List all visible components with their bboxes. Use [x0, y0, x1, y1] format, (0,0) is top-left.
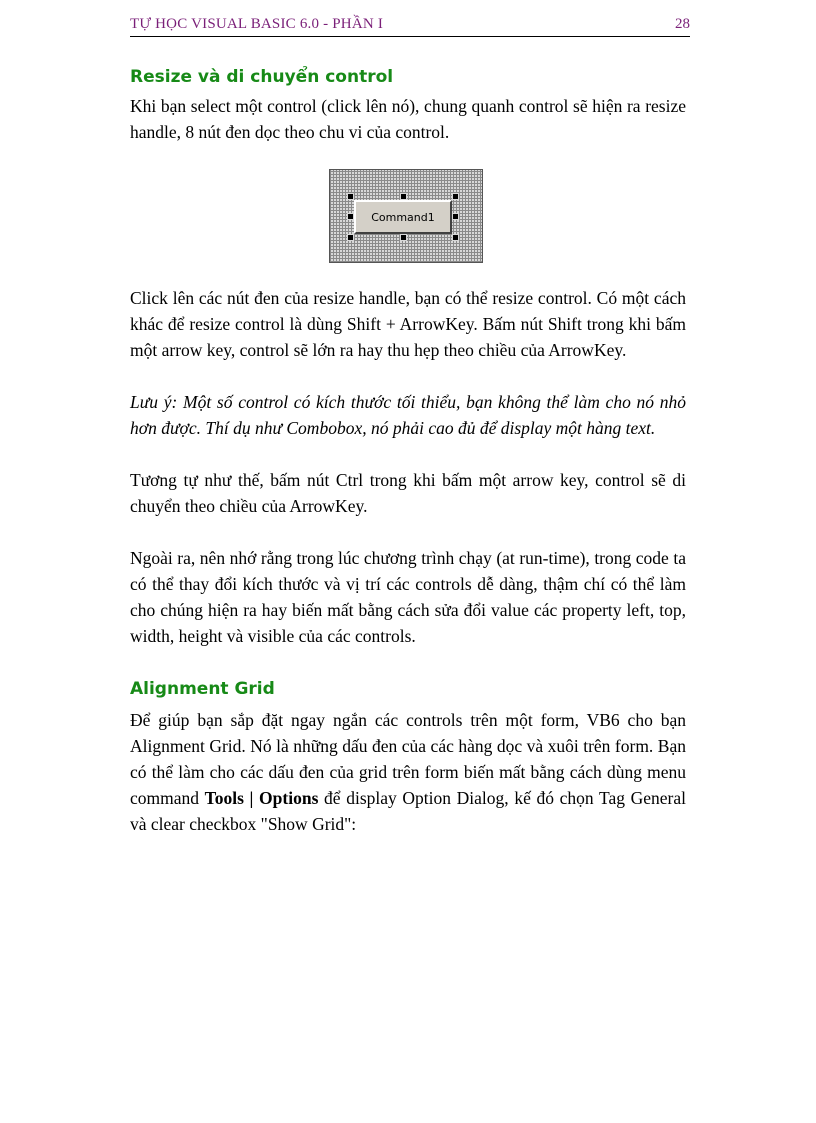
resize-handle-top-right: [453, 194, 458, 199]
alignment-text-after: để display Option Dialog, kế đó chọn Tag General và clear checkbox "Show Grid":: [130, 788, 686, 834]
paragraph-ctrl-move: Tương tự như thế, bấm nút Ctrl trong khi bấm một arrow key, control sẽ di chuyển theo chiều của ArrowKey.: [130, 470, 686, 516]
page-content: [130, 60, 686, 837]
page-number: 28: [675, 16, 690, 32]
resize-handle-middle-right: [453, 214, 458, 219]
header-title: TỰ HỌC VISUAL BASIC 6.0 - PHẦN I: [130, 16, 384, 32]
section-heading-resize: Resize và di chuyển control: [130, 67, 394, 87]
paragraph-resize-intro: Khi bạn select một control (click lên nó), chung quanh control sẽ hiện ra resize handle, 8 nút đen dọc theo chu vi của control.: [130, 96, 686, 142]
resize-handle-bottom-left: [348, 235, 353, 240]
menu-command-tools-options: Tools | Options: [204, 788, 319, 808]
paragraph-resize-shift: Click lên các nút đen của resize handle, bạn có thể resize control. Có một cách khác để resize control là dùng Shift + ArrowKey. Bấm nút Shift trong khi bấm một arrow key, control sẽ lớn ra hay thu hẹp theo chiều của ArrowKey.: [130, 288, 686, 360]
paragraph-runtime: Ngoài ra, nên nhớ rằng trong lúc chương trình chạy (at run-time), trong code ta có thể thay đổi kích thước và vị trí các controls dễ dàng, thậm chí có thể làm cho chúng hiện ra hay biến mất bằng cách sửa đổi value các property left, top, width, height và visible của các controls.: [130, 548, 686, 646]
resize-handle-figure: [329, 169, 483, 263]
resize-handle-top-middle: [401, 194, 406, 199]
resize-handle-bottom-right: [453, 235, 458, 240]
resize-handle-middle-left: [348, 214, 353, 219]
alignment-text-before: Để giúp bạn sắp đặt ngay ngắn các controls trên một form, VB6 cho bạn Alignment Grid. Nó là những dấu đen của các hàng dọc và xuôi trên form. Bạn có thể làm cho các dấu đen của grid trên form biến mất bằng cách dùng menu command: [130, 710, 686, 808]
resize-handle-bottom-middle: [401, 235, 406, 240]
resize-handle-top-left: [348, 194, 353, 199]
section-heading-alignment-grid: Alignment Grid: [130, 679, 275, 699]
page-header: [130, 14, 690, 37]
paragraph-note: Lưu ý: Một số control có kích thước tối thiểu, bạn không thể làm cho nó nhỏ hơn được. Thí dụ như Combobox, nó phải cao đủ để display một hàng text.: [130, 392, 686, 438]
paragraph-alignment-grid: [130, 707, 686, 837]
command1-button: Command1: [354, 200, 452, 234]
